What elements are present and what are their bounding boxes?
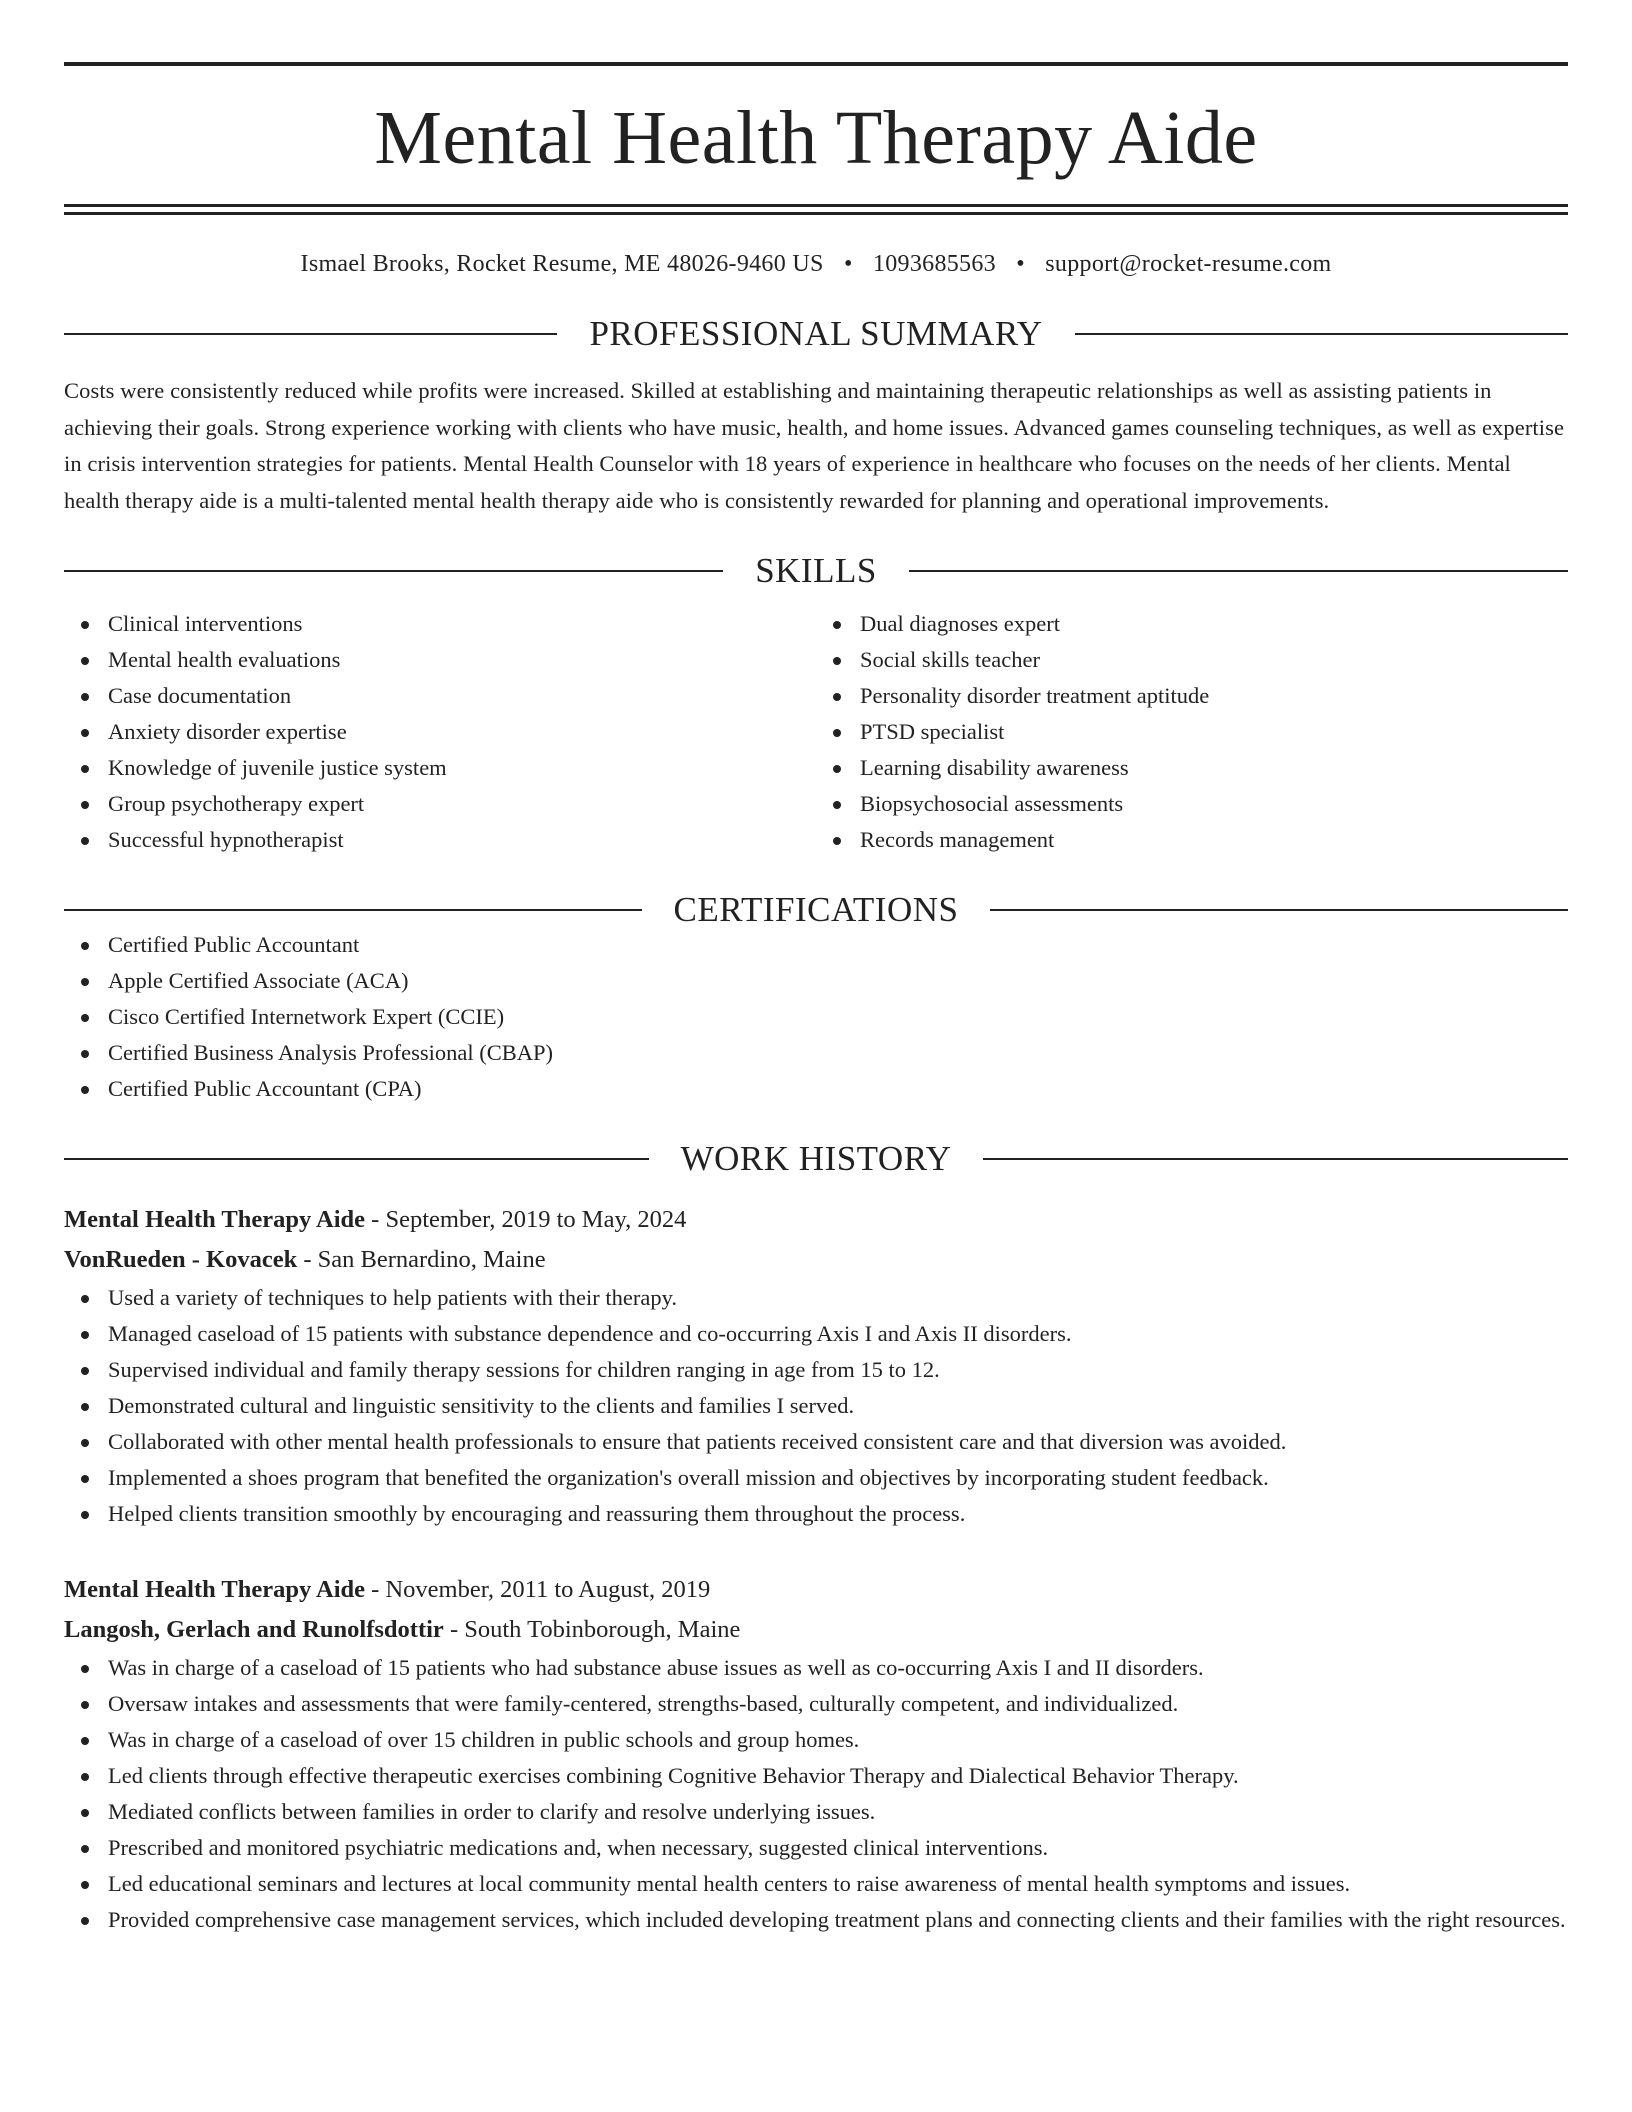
certification-item: Cisco Certified Internetwork Expert (CCIE) — [64, 999, 1568, 1035]
section-title: PROFESSIONAL SUMMARY — [589, 314, 1043, 353]
skill-item: Biopsychosocial assessments — [816, 786, 1568, 822]
contact-phone: 1093685563 — [872, 251, 996, 277]
duty-item: Mediated conflicts between families in order to clarify and resolve underlying issues. — [64, 1794, 1568, 1830]
skill-item: Anxiety disorder expertise — [64, 714, 816, 750]
section-heading-certifications — [64, 892, 1568, 927]
contact-separator: • — [1016, 251, 1025, 277]
job-dates: - September, 2019 to May, 2024 — [365, 1206, 687, 1233]
skill-item: Personality disorder treatment aptitude — [816, 678, 1568, 714]
duty-item: Managed caseload of 15 patients with substance dependence and co-occurring Axis I and Axis II disorders. — [64, 1316, 1568, 1352]
duty-item: Was in charge of a caseload of 15 patients who had substance abuse issues as well as co-occurring Axis I and II disorders. — [64, 1650, 1568, 1686]
summary-text: Costs were consistently reduced while profits were increased. Skilled at establishing and maintaining therapeutic relationships as well as assisting patients in achieving their goals. Strong experience working with clients who have music, health, and home issues. Advanced games counseling techniques, as well as expertise in crisis intervention strategies for patients. Mental Health Counselor with 18 years of experience in healthcare who focuses on the needs of her clients. Mental health therapy aide is a multi-talented mental health therapy aide who is consistently rewarded for planning and operational improvements. — [64, 378, 1565, 513]
job-entry — [64, 1200, 1568, 1532]
job-location: - San Bernardino, Maine — [297, 1246, 546, 1273]
duty-item: Led educational seminars and lectures at local community mental health centers to raise awareness of mental health symptoms and issues. — [64, 1866, 1568, 1902]
skill-item: Records management — [816, 822, 1568, 858]
section-title: WORK HISTORY — [680, 1139, 952, 1178]
job-duties — [64, 1280, 1568, 1532]
certification-item: Certified Public Accountant (CPA) — [64, 1071, 1568, 1107]
certifications-list — [64, 927, 1568, 1107]
duty-item: Provided comprehensive case management services, which included developing treatment plans and connecting clients and their families with the right resources. — [64, 1902, 1568, 1938]
divider — [64, 570, 723, 572]
duty-item: Implemented a shoes program that benefited the organization's overall mission and objectives by incorporating student feedback. — [64, 1460, 1568, 1496]
section-title: CERTIFICATIONS — [673, 890, 959, 929]
skill-item: Mental health evaluations — [64, 642, 816, 678]
duty-item: Used a variety of techniques to help patients with their therapy. — [64, 1280, 1568, 1316]
duty-item: Led clients through effective therapeutic exercises combining Cognitive Behavior Therapy and Dialectical Behavior Therapy. — [64, 1758, 1568, 1794]
certification-item: Certified Public Accountant — [64, 927, 1568, 963]
duty-item: Was in charge of a caseload of over 15 children in public schools and group homes. — [64, 1722, 1568, 1758]
skill-item: Knowledge of juvenile justice system — [64, 750, 816, 786]
contact-separator: • — [843, 251, 853, 277]
resume-title: Mental Health Therapy Aide — [374, 96, 1258, 180]
job-company: Langosh, Gerlach and Runolfsdottir — [64, 1616, 444, 1643]
certification-item: Apple Certified Associate (ACA) — [64, 963, 1568, 999]
job-role: Mental Health Therapy Aide — [64, 1576, 366, 1603]
divider — [1075, 333, 1568, 335]
title-double-rule — [64, 204, 1568, 215]
duty-item: Demonstrated cultural and linguistic sensitivity to the clients and families I served. — [64, 1388, 1568, 1424]
duty-item: Supervised individual and family therapy sessions for children ranging in age from 15 to 12. — [64, 1352, 1568, 1388]
skill-item: Group psychotherapy expert — [64, 786, 816, 822]
job-entry — [64, 1570, 1568, 1938]
skill-item: Successful hypnotherapist — [64, 822, 816, 858]
section-heading-skills — [64, 553, 1568, 588]
section-heading-summary — [64, 316, 1568, 351]
divider — [64, 909, 642, 911]
job-company: VonRueden - Kovacek — [64, 1246, 298, 1273]
skill-item: Learning disability awareness — [816, 750, 1568, 786]
certification-item: Certified Business Analysis Professional (CBAP) — [64, 1035, 1568, 1071]
divider — [64, 1158, 649, 1160]
duty-item: Helped clients transition smoothly by encouraging and reassuring them throughout the process. — [64, 1496, 1568, 1532]
skill-item: Social skills teacher — [816, 642, 1568, 678]
section-heading-work-history — [64, 1141, 1568, 1176]
duty-item: Collaborated with other mental health professionals to ensure that patients received consistent care and that diversion was avoided. — [64, 1424, 1568, 1460]
job-title-line — [64, 1570, 1568, 1610]
skills-column-right — [816, 606, 1568, 858]
skill-item: Dual diagnoses expert — [816, 606, 1568, 642]
duty-item: Prescribed and monitored psychiatric medications and, when necessary, suggested clinical interventions. — [64, 1830, 1568, 1866]
job-location: - South Tobinborough, Maine — [443, 1616, 741, 1643]
contact-line — [64, 251, 1568, 278]
skill-item: Case documentation — [64, 678, 816, 714]
contact-email: support@rocket-resume.com — [1045, 251, 1332, 277]
skill-item: Clinical interventions — [64, 606, 816, 642]
contact-address: Ismael Brooks, Rocket Resume, ME 48026-9460 US — [300, 251, 824, 277]
resume-page — [64, 62, 1568, 1938]
job-role: Mental Health Therapy Aide — [64, 1206, 366, 1233]
divider — [990, 909, 1568, 911]
divider — [64, 333, 557, 335]
job-title-line — [64, 1200, 1568, 1240]
divider — [909, 570, 1568, 572]
job-dates: - November, 2011 to August, 2019 — [365, 1576, 711, 1603]
job-duties — [64, 1650, 1568, 1938]
section-title: SKILLS — [755, 551, 877, 590]
skills-list — [64, 606, 1568, 858]
job-company-line — [64, 1610, 1568, 1650]
job-company-line — [64, 1240, 1568, 1280]
duty-item: Oversaw intakes and assessments that were family-centered, strengths-based, culturally competent, and individualized. — [64, 1686, 1568, 1722]
top-rule — [64, 62, 1568, 66]
divider — [983, 1158, 1568, 1160]
skills-column-left — [64, 606, 816, 858]
skill-item: PTSD specialist — [816, 714, 1568, 750]
